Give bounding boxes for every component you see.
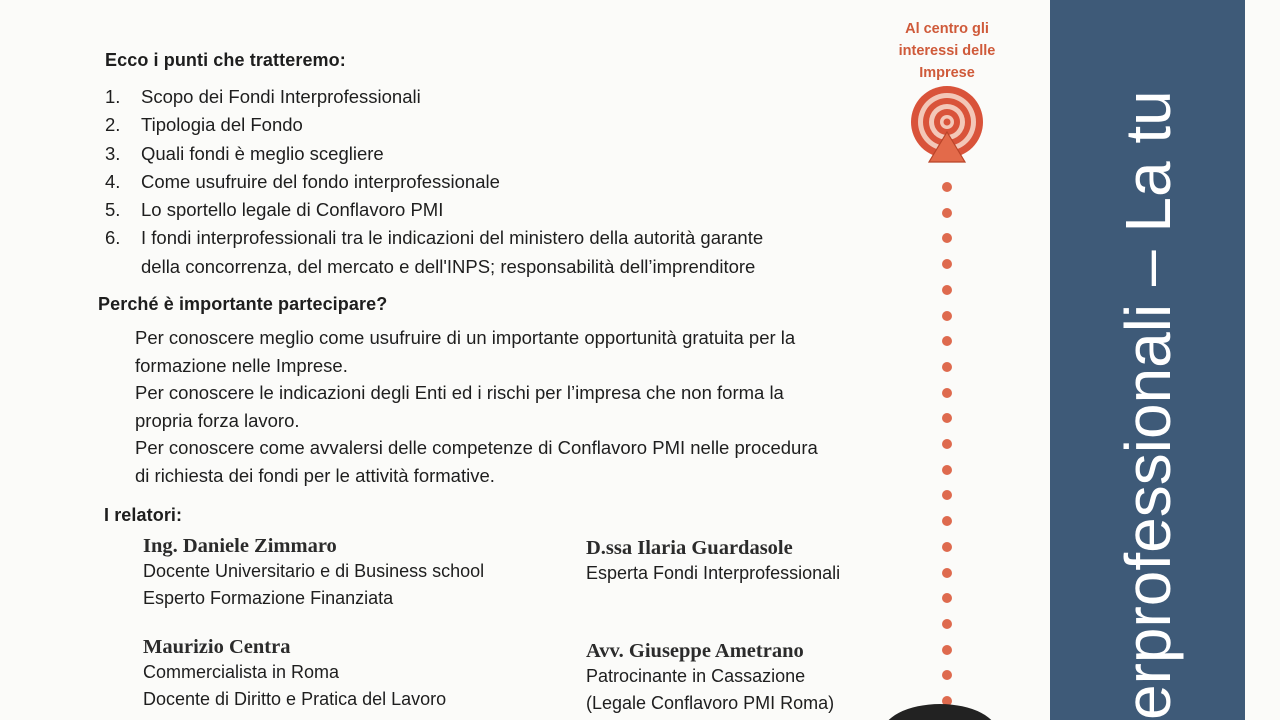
dot-marker xyxy=(942,670,952,680)
speaker-card xyxy=(586,537,840,587)
callout-line: interessi delle xyxy=(898,43,996,59)
reason-line: Per conoscere come avvalersi delle competenze di Conflavoro PMI nelle procedura xyxy=(135,437,818,458)
speaker-card xyxy=(143,535,484,612)
reason-line: propria forza lavoro. xyxy=(135,409,300,431)
list-item xyxy=(105,224,905,281)
why-heading: Perché è importante partecipare? xyxy=(98,294,388,314)
dot-marker xyxy=(942,593,952,603)
points-heading: Ecco i punti che tratteremo: xyxy=(105,50,346,70)
dot-marker xyxy=(942,388,952,398)
list-item xyxy=(105,196,905,224)
dot-marker xyxy=(942,336,952,346)
speaker-role: Commercialista in Roma xyxy=(143,662,340,682)
list-item xyxy=(105,83,905,111)
item-text: I fondi interprofessionali tra le indicazioni del ministero della autorità garante xyxy=(141,227,764,249)
speaker-role: Patrocinante in Cassazione xyxy=(586,666,806,686)
speaker-role: Esperto Formazione Finanziata xyxy=(143,588,394,608)
item-text: Come usufruire del fondo interprofessionale xyxy=(141,170,500,192)
reasons-block xyxy=(135,324,935,489)
dot-marker xyxy=(942,413,952,423)
speaker-role: (Legale Conflavoro PMI Roma) xyxy=(586,693,835,713)
item-number: 6. xyxy=(105,227,121,249)
item-number: 5. xyxy=(105,199,121,221)
item-text: Lo sportello legale di Conflavoro PMI xyxy=(141,199,444,221)
callout-line: Imprese xyxy=(919,65,975,81)
speaker-card xyxy=(586,640,834,717)
reason-item xyxy=(135,434,935,489)
item-number: 2. xyxy=(105,114,121,136)
arrow-up-icon xyxy=(925,130,969,164)
item-number: 4. xyxy=(105,170,121,192)
reason-line: formazione nelle Imprese. xyxy=(135,354,348,376)
dot-marker xyxy=(942,259,952,269)
dot-marker xyxy=(942,568,952,578)
item-text: Quali fondi è meglio scegliere xyxy=(141,142,384,164)
list-item xyxy=(105,168,905,196)
item-number: 1. xyxy=(105,86,121,107)
circle-graphic xyxy=(880,700,1000,720)
dot-marker xyxy=(942,285,952,295)
dot-marker xyxy=(942,645,952,655)
points-list xyxy=(105,83,905,281)
reason-item xyxy=(135,379,935,434)
callout-line: Al centro gli xyxy=(905,21,989,37)
speaker-name: D.ssa Ilaria Guardasole xyxy=(586,537,793,559)
item-text: Tipologia del Fondo xyxy=(141,114,303,136)
sidebar-banner xyxy=(1050,0,1245,720)
sidebar-title: erprofessionali – La tu xyxy=(1112,90,1184,720)
dot-marker xyxy=(942,490,952,500)
list-item xyxy=(105,140,905,168)
dotted-line xyxy=(941,182,953,720)
list-item xyxy=(105,111,905,139)
speaker-role: Esperta Fondi Interprofessionali xyxy=(586,563,841,583)
speaker-card xyxy=(143,636,446,713)
item-text: Scopo dei Fondi Interprofessionali xyxy=(141,86,421,107)
dot-marker xyxy=(942,311,952,321)
dot-marker xyxy=(942,182,952,192)
item-number: 3. xyxy=(105,142,121,164)
dot-marker xyxy=(942,516,952,526)
reason-line: di richiesta dei fondi per le attività formative. xyxy=(135,464,495,486)
dot-marker xyxy=(942,542,952,552)
dot-marker xyxy=(942,233,952,243)
reason-line: Per conoscere le indicazioni degli Enti ed i rischi per l’impresa che non forma la xyxy=(135,382,784,403)
reason-line: Per conoscere meglio come usufruire di un importante opportunità gratuita per la xyxy=(135,327,796,348)
speaker-role: Docente di Diritto e Pratica del Lavoro xyxy=(143,689,447,709)
reason-item xyxy=(135,324,935,379)
speakers-heading: I relatori: xyxy=(104,505,183,525)
dot-marker xyxy=(942,619,952,629)
dot-marker xyxy=(942,208,952,218)
speaker-name: Avv. Giuseppe Ametrano xyxy=(586,640,804,662)
dot-marker xyxy=(942,362,952,372)
speaker-role: Docente Universitario e di Business school xyxy=(143,561,485,581)
callout-text xyxy=(882,18,1012,84)
speaker-name: Maurizio Centra xyxy=(143,636,291,658)
dot-marker xyxy=(942,439,952,449)
dot-marker xyxy=(942,465,952,475)
speaker-name: Ing. Daniele Zimmaro xyxy=(143,535,337,557)
item-text-continued: della concorrenza, del mercato e dell'INPS; responsabilità dell’imprenditore xyxy=(141,255,756,277)
